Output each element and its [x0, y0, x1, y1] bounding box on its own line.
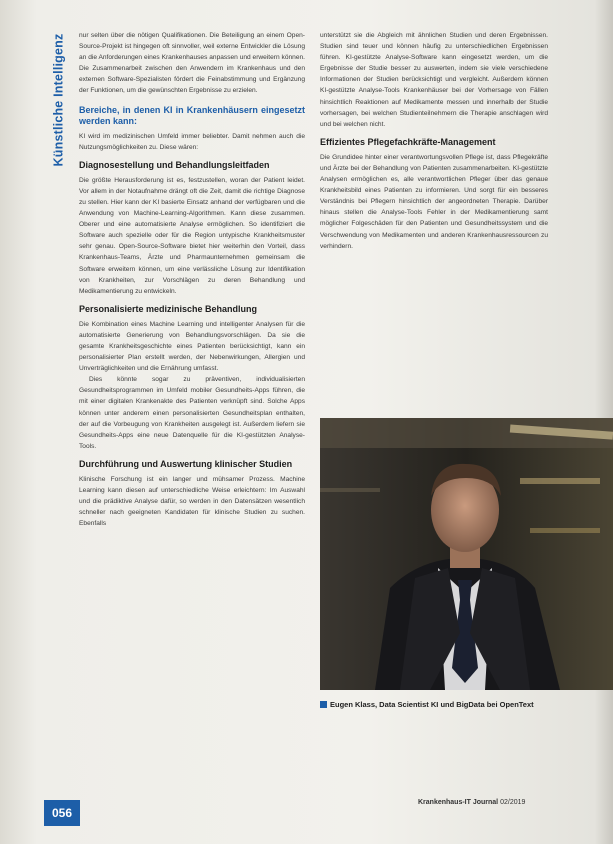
paragraph: Klinische Forschung ist ein langer und mühsamer Prozess. Machine Learning kann diesen auf unterschiedliche Weise erleichtern: Im Auswahl und die prädiktive Analyse dafür, so werden in den Datensätzen wesentlich schneller nach geeigneten Kandidaten für klinische Studien zu suchen. Ebenfalls: [79, 475, 305, 528]
photo-caption: [320, 700, 590, 709]
portrait-illustration: [320, 418, 613, 690]
heading-personalisiert: Personalisierte medizinische Behandlung: [79, 303, 258, 314]
heading-studien: Durchführung und Auswertung klinischer Studien: [79, 458, 293, 469]
paragraph: nur selten über die nötigen Qualifikationen. Die Beteiligung an einem Open-Source-Projekt ist hingegen oft sinnvoller, weil externe Entwickler die Lösung an die Anforderungen eines Krankenhauses anpassen und erweitern können. Die Zusammenarbeit zwischen den Anwendern im Krankenhaus und den externen Software-Spezialisten fördert die Feinabstimmung und Ergänzung der Funktionen, um die gewünschten Ergebnisse zu erzielen.: [79, 32, 305, 95]
paragraph: unterstützt sie die Abgleich mit ähnlichen Studien und deren Ergebnissen. Studien sind teuer und können häufig zu unterschiedlichen Ergebnissen führen. KI-gestützte Analyse-Software kann eingesetzt werden, um die Ergebnisse der Studie besser zu auswerten, indem sie viele verschiedene Informationen der Studien berücksichtigt und vergleicht. Außerdem können KI-gestützte Analyse-Tools Krankenhäuser bei der Vorhersage von Fällen hinsichtlich Reaktionen auf Medikamente messen und innerhalb der Studie vorhersagen, bei welchen Studienteilnehmern die Therapie anschlagen wird und bei welchen nicht.: [320, 32, 548, 128]
journal-footer: [418, 799, 525, 806]
paragraph: Die größte Herausforderung ist es, festzustellen, woran der Patient leidet. Vor allem in der Notaufnahme drängt oft die Zeit, damit die richtige Diagnose zu stellen. Hier kann der KI basierte Einsatz anhand der verfügbaren und die Anwendung von Machine-Learning-Algorithmen. Kann diese zusammen. Oberer und eine automatisierte Analyse ermöglichen. So identifiziert die Software auch spezielle oder für die Region untypische Krankheitsmuster sehr genau. Open-Source-Software bietet hier weiterhin den Vorteil, dass Krankenhaus-Teams, Ärzte und Pharmaunternehmen gemeinsam die Software erweitern können, um eine verlässliche Lösung zur Identifikation von Krankheiten, zur Vorschlägen zu deren Behandlung und Medikamentierung zu entwickeln.: [79, 176, 305, 295]
heading-bereiche: Bereiche, in denen KI in Krankenhäusern eingesetzt werden kann:: [79, 104, 305, 126]
paragraph: Die Grundidee hinter einer verantwortungsvollen Pflege ist, dass Pflegekräfte und Ärzte bei der Behandlung von Patienten zusammenarbeiten. KI-gestützte Analysen ermöglichen es, alle verantwortlichen Pfleger über das genaue Krankheitsbild eines Patienten zu informieren. Und sorgt für ein besseres Verständnis bei Pflegern hinsichtlich der angeordneten Therapie. Darüber hinaus stellen die Analyse-Tools Fehler in der Medikamentierung samt möglicher Folgeschäden für den Patienten und Gesundheitssystem und die Verschwendung von Medikamenten und anderen Krankenhausressourcen zu verhindern.: [320, 153, 548, 250]
paragraph: Dies könnte sogar zu präventiven, individualisierten Gesundheitsprogrammen im Umfeld mobiler Gesundheits-Apps führen, die mit einer digitalen Krankenakte des Patienten verknüpft sind. Solche Apps können unter anderem einen personalisierten Gesundheitsplan enthalten, der auf die Vorbeugung von Krankheiten ausgelegt ist. Außerdem liefern sie Gesundheits-Apps eine neue Datenquelle für die KI-gestützten Analyse-Tools.: [79, 376, 305, 450]
journal-name: Krankenhaus-IT Journal: [418, 799, 499, 806]
section-title-vertical: [44, 20, 72, 180]
caption-marker: [320, 701, 327, 708]
paragraph: Die Kombination eines Machine Learning und intelligenter Analysen für die automatisierte Generierung von Behandlungsvorschlägen. Da sie die gesamte Krankheitsgeschichte eines Patienten berücksichtigt, kann ein personalisierter Plan erstellt werden, der Nebenwirkungen, Allergien und Unverträglichkeiten und die Ernährung umfasst.: [79, 320, 305, 373]
section-title-text: Künstliche Intelligenz: [51, 33, 66, 167]
left-column: [79, 30, 305, 529]
caption-text: Eugen Klass, Data Scientist KI und BigData bei OpenText: [330, 700, 534, 709]
heading-diagnose: Diagnosestellung und Behandlungsleitfaden: [79, 159, 270, 170]
page-number: 056: [44, 800, 80, 826]
portrait-photo: [320, 418, 613, 690]
heading-pflege: Effizientes Pflegefachkräfte-Management: [320, 136, 496, 147]
paragraph: KI wird im medizinischen Umfeld immer beliebter. Damit nehmen auch die Nutzungsmöglichkeiten zu. Diese wären:: [79, 132, 305, 151]
journal-issue: 02/2019: [500, 799, 526, 806]
right-column: [320, 30, 548, 252]
